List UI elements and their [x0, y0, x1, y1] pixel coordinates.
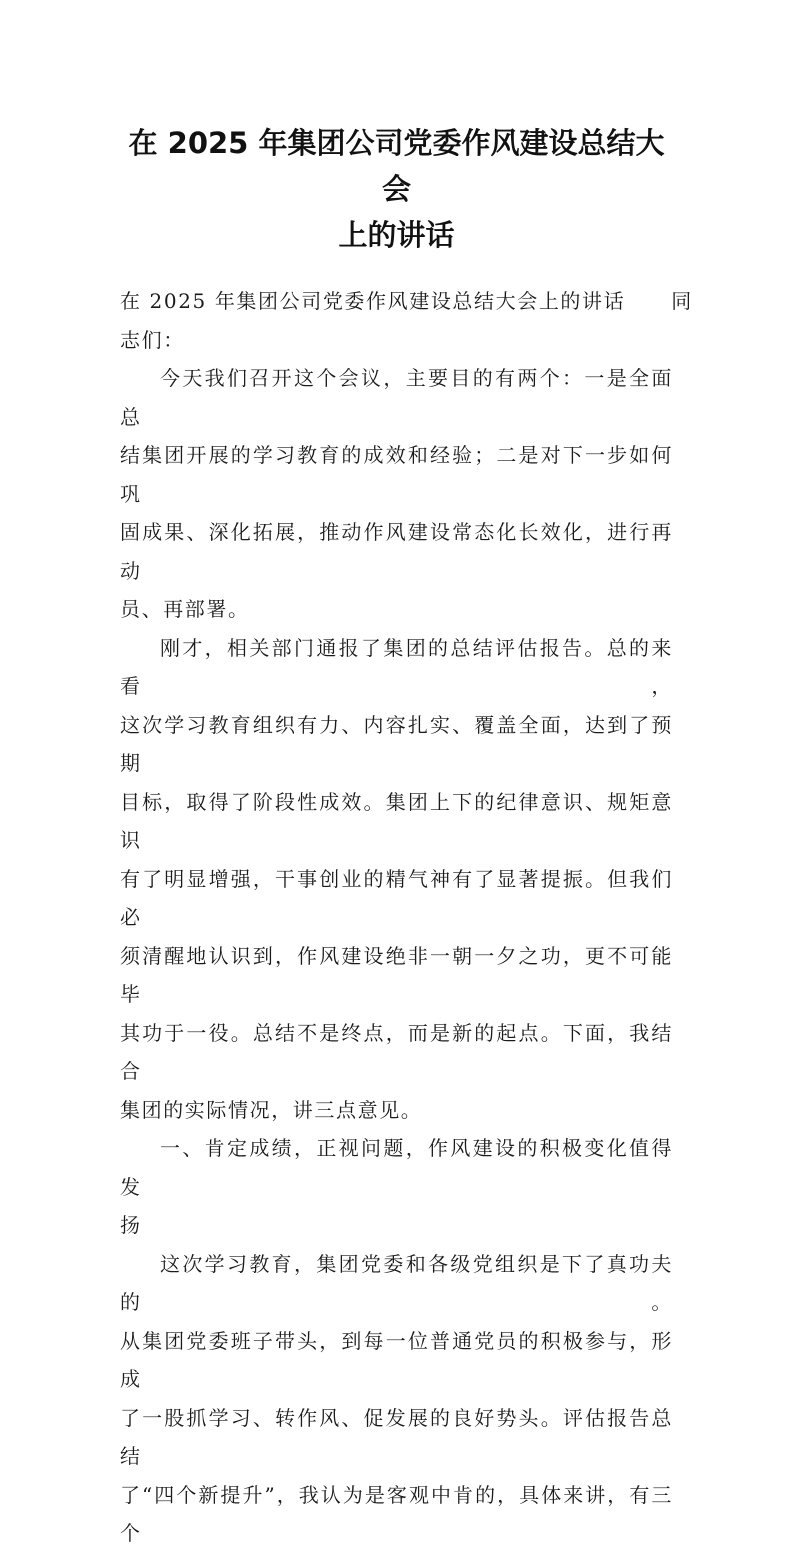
intro-line-1	[120, 282, 693, 321]
h1-line-2: 扬	[120, 1213, 142, 1237]
p2-line-4: 有了明显增强，干事创业的精气神有了显著提振。但我们必	[120, 866, 673, 929]
section-heading-1	[120, 1129, 673, 1245]
title-line-2: 上的讲话	[338, 218, 455, 252]
paragraph-1	[120, 359, 673, 629]
p1-line-4: 员、再部署。	[120, 597, 250, 621]
p1-line-3: 固成果、深化拓展，推动作风建设常态化长效化，进行再动	[120, 520, 673, 583]
p2-line-2: 这次学习教育组织有力、内容扎实、覆盖全面，达到了预期	[120, 712, 673, 775]
p2-line-7: 集团的实际情况，讲三点意见。	[120, 1097, 423, 1122]
p3-line-1: 这次学习教育，集团党委和各级党组织是下了真功夫的。	[120, 1251, 673, 1314]
intro-heading-text: 在 2025 年集团公司党委作风建设总结大会上的讲话	[120, 289, 626, 313]
p2-line-6: 其功于一役。总结不是终点，而是新的起点。下面，我结合	[120, 1020, 673, 1083]
p1-line-1: 今天我们召开这个会议，主要目的有两个：一是全面总	[120, 366, 673, 429]
p1-line-2: 结集团开展的学习教育的成效和经验；二是对下一步如何巩	[120, 443, 673, 506]
intro-salutation-start: 同	[671, 289, 693, 313]
p3-line-3: 了一股抓学习、转作风、促发展的良好势头。评估报告总结	[120, 1405, 673, 1468]
paragraph-2	[120, 629, 673, 1130]
title-line-1: 在 2025 年集团公司党委作风建设总结大会	[128, 126, 665, 206]
p2-line-5: 须清醒地认识到，作风建设绝非一朝一夕之功，更不可能毕	[120, 943, 673, 1006]
p3-line-2: 从集团党委班子带头，到每一位普通党员的积极参与，形成	[120, 1328, 673, 1391]
document-title	[120, 120, 673, 258]
h1-line-1: 一、肯定成绩，正视问题，作风建设的积极变化值得发	[120, 1136, 673, 1199]
intro-paragraph	[120, 282, 693, 359]
document-body	[120, 282, 693, 1553]
paragraph-3	[120, 1245, 673, 1553]
p2-line-3: 目标，取得了阶段性成效。集团上下的纪律意识、规矩意识	[120, 789, 673, 852]
intro-line-2: 志们：	[120, 327, 185, 352]
p3-line-4: 了“四个新提升”，我认为是客观中肯的，具体来讲，有三个	[120, 1482, 673, 1545]
p2-line-1: 刚才，相关部门通报了集团的总结评估报告。总的来看，	[120, 635, 673, 698]
